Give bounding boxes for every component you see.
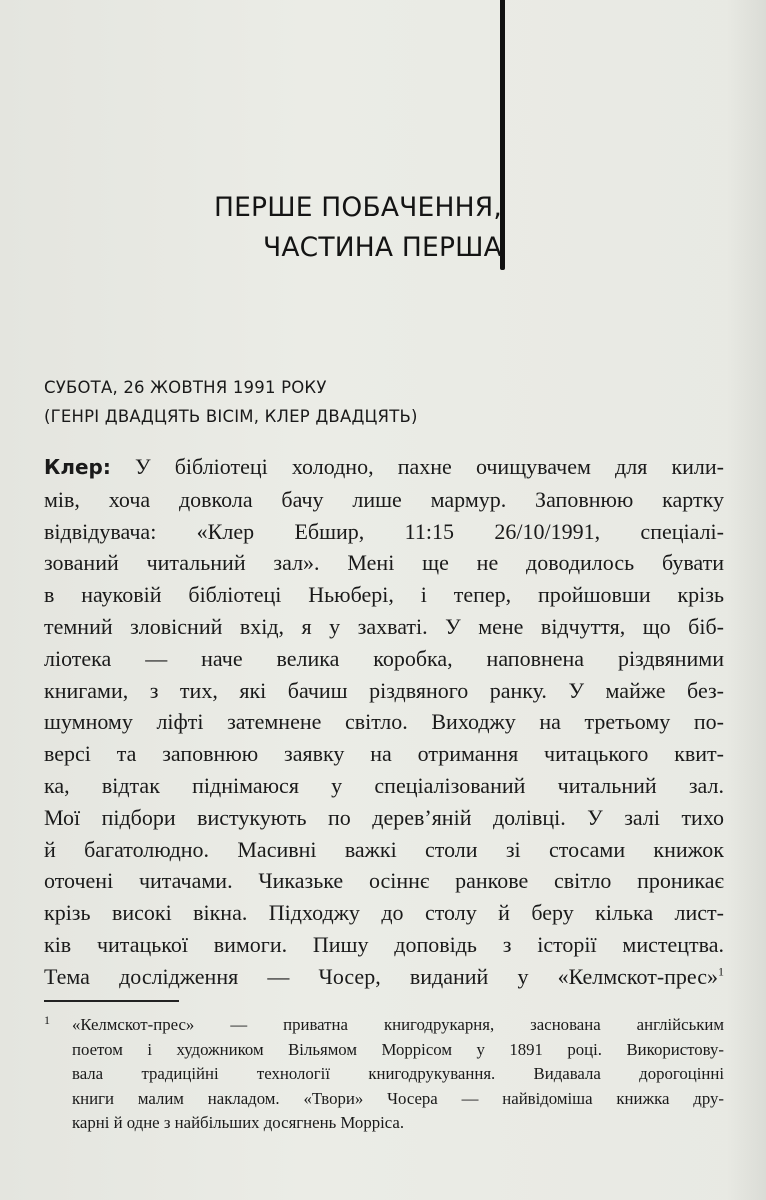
body-line: ліотека — наче велика коробка, наповнена різдвяними (44, 645, 724, 671)
body-line: ка, відтак піднімаюся у спеціалізований читальний зал. (44, 772, 724, 798)
body-line: книгами, з тих, які бачиш різдвяного ранку. У майже без- (44, 677, 724, 703)
chapter-title-line-1: ПЕРШЕ ПОБАЧЕННЯ, (213, 192, 502, 223)
footnote-divider (44, 1000, 179, 1002)
body-line: темний зловісний вхід, я у захваті. У мене відчуття, що біб- (44, 613, 724, 639)
chapter-title (142, 188, 502, 268)
chapter-title-line-2: ЧАСТИНА ПЕРША (262, 232, 502, 263)
body-line: зований читальний зал». Мені ще не доводилось бувати (44, 550, 724, 576)
page-edge-shadow (726, 0, 766, 1200)
body-line: шумному ліфті затемнене світло. Виходжу на третьому по- (44, 709, 724, 735)
body-line: відвідувача: «Клер Ебшир, 11:15 26/10/1991, спеціалі- (44, 518, 724, 544)
footnote (44, 1013, 724, 1136)
footnote-line: карні й одне з найбільших досягнень Морріса. (72, 1113, 405, 1133)
body-line: й багатолюдно. Масивні важкі столи зі стосами книжок (44, 836, 724, 862)
footnote-mark: 1 (44, 1013, 50, 1027)
body-text (44, 451, 724, 993)
footnote-line: вала традиційні технології книгодрукування. Видавала дорогоцінні (72, 1064, 724, 1084)
last-line-text: Тема дослідження — Чосер, виданий у «Келмскот-прес» (44, 963, 718, 989)
section-subheading (44, 373, 724, 431)
body-line: Мої підбори вистукують по дерев’яній долівці. У залі тихо (44, 804, 724, 830)
body-line: мів, хоча довкола бачу лише мармур. Заповнюю картку (44, 486, 724, 512)
body-line: крізь високі вікна. Підходжу до столу й беру кілька лист- (44, 900, 724, 926)
footnote-line: книги малим накладом. «Твори» Чосера — найвідоміша книжка дру- (72, 1088, 724, 1108)
body-line: в науковій бібліотеці Ньюбері, і тепер, пройшовши крізь (44, 582, 724, 608)
body-last-line (44, 961, 724, 993)
footnote-reference[interactable]: 1 (718, 964, 724, 979)
body-line: ків читацької вимоги. Пишу доповідь з історії мистецтва. (44, 931, 724, 957)
speaker-name: Клер: (44, 455, 111, 479)
body-line (44, 451, 724, 484)
first-line-text: У бібліотеці холодно, пахне очищувачем для кили- (110, 454, 724, 479)
body-line: оточені читачами. Чиказьке осіннє ранкове світло проникає (44, 868, 724, 894)
footnote-line: «Келмскот-прес» — приватна книгодрукарня, заснована англійським (72, 1015, 724, 1034)
footnote-text (72, 1013, 724, 1136)
body-line: версі та заповнюю заявку на отримання читацького квит- (44, 741, 724, 767)
subheading-ages: (ГЕНРІ ДВАДЦЯТЬ ВІСІМ, КЛЕР ДВАДЦЯТЬ) (44, 407, 418, 426)
footnote-line: поетом і художником Вільямом Моррісом у 1891 році. Використову- (72, 1039, 724, 1059)
subheading-date: СУБОТА, 26 ЖОВТНЯ 1991 РОКУ (44, 378, 327, 397)
